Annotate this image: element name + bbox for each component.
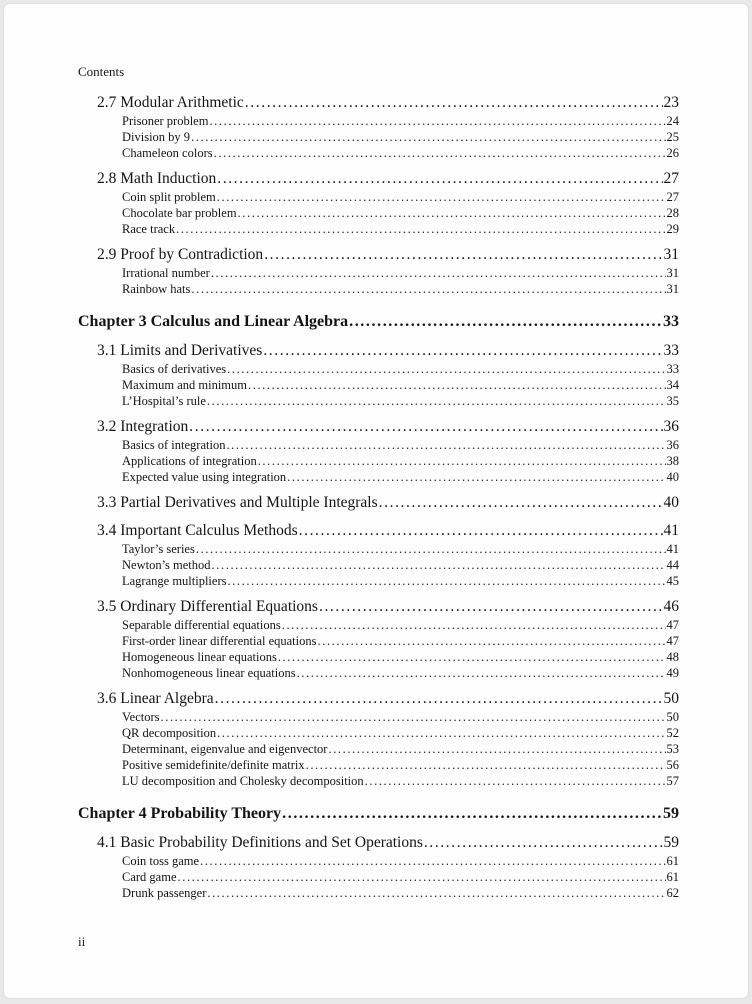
toc-entry-label: 3.5 Ordinary Differential Equations (97, 598, 318, 615)
toc-row (78, 169, 679, 189)
toc-entry-page: 46 (663, 598, 679, 615)
toc-row (78, 245, 679, 265)
toc-entry-label: Lagrange multipliers (122, 574, 227, 588)
toc-entry-label: Coin toss game (122, 854, 200, 868)
toc-row (78, 741, 679, 757)
toc-row (78, 493, 679, 513)
toc-row (78, 311, 679, 333)
toc-entry-page: 50 (663, 690, 679, 707)
toc-row (78, 521, 679, 541)
toc-entry-label: Basics of derivatives (122, 362, 227, 376)
toc-row (78, 617, 679, 633)
toc-dot-leader (200, 853, 665, 869)
toc-entry-label: Rainbow hats (122, 282, 191, 296)
toc-row (78, 773, 679, 789)
toc-dot-leader (227, 361, 665, 377)
toc-entry-page: 29 (666, 222, 679, 236)
toc-dot-leader (245, 93, 663, 113)
toc-entry-label: Separable differential equations (122, 618, 281, 632)
toc-entry-label: Homogeneous linear equations (122, 650, 277, 664)
document-page (4, 4, 748, 998)
toc-dot-leader (264, 245, 662, 265)
toc-row (78, 341, 679, 361)
toc-entry-label: Determinant, eigenvalue and eigenvector (122, 742, 328, 756)
toc-entry-label: Chameleon colors (122, 146, 213, 160)
toc-entry-page: 33 (663, 313, 679, 330)
toc-entry-label: Coin split problem (122, 190, 216, 204)
toc-entry-label: Irrational number (122, 266, 210, 280)
toc-entry-page: 61 (666, 870, 679, 884)
toc-dot-leader (212, 557, 666, 573)
toc-dot-leader (328, 741, 665, 757)
toc-dot-leader (217, 169, 662, 189)
toc-entry-page: 34 (666, 378, 679, 392)
toc-dot-leader (178, 869, 666, 885)
toc-dot-leader (258, 453, 666, 469)
toc-entry-label: Taylor’s series (122, 542, 195, 556)
toc-entry-label: 3.6 Linear Algebra (97, 690, 214, 707)
toc-entry-page: 49 (666, 666, 679, 680)
toc-entry-label: First-order linear differential equations (122, 634, 317, 648)
toc-dot-leader (189, 417, 662, 437)
toc-entry-page: 47 (666, 634, 679, 648)
toc-entry-label: Newton’s method (122, 558, 211, 572)
toc-entry-label: Card game (122, 870, 177, 884)
toc-dot-leader (226, 437, 665, 453)
toc-entry-label: Drunk passenger (122, 886, 207, 900)
toc-dot-leader (191, 281, 665, 297)
toc-row (78, 469, 679, 485)
toc-entry-label: Nonhomogeneous linear equations (122, 666, 296, 680)
toc-dot-leader (297, 665, 666, 681)
toc-entry-label: Chapter 3 Calculus and Linear Algebra (78, 313, 349, 330)
toc-entry-page: 59 (663, 805, 679, 822)
toc-entry-page: 44 (666, 558, 679, 572)
toc-dot-leader (282, 803, 662, 825)
toc-dot-leader (215, 689, 663, 709)
toc-entry-label: Maximum and minimum (122, 378, 247, 392)
toc-row (78, 129, 679, 145)
toc-row (78, 709, 679, 725)
toc-entry-label: Basics of integration (122, 438, 226, 452)
toc-row (78, 665, 679, 681)
toc-entry-page: 26 (666, 146, 679, 160)
toc-row (78, 113, 679, 129)
toc-entry-page: 41 (663, 522, 679, 539)
toc-entry-label: Race track (122, 222, 176, 236)
toc-entry-label: 3.4 Important Calculus Methods (97, 522, 298, 539)
toc-entry-page: 31 (663, 246, 679, 263)
toc-entry-label: Vectors (122, 710, 160, 724)
toc-entry-label: Chapter 4 Probability Theory (78, 805, 282, 822)
toc-row (78, 573, 679, 589)
toc-entry-page: 56 (666, 758, 679, 772)
toc-entry-label: Chocolate bar problem (122, 206, 237, 220)
toc-row (78, 833, 679, 853)
toc-entry-page: 52 (666, 726, 679, 740)
toc-dot-leader (379, 493, 663, 513)
toc-dot-leader (214, 145, 666, 161)
toc-dot-leader (217, 189, 666, 205)
toc-row (78, 725, 679, 741)
toc-entry-label: 2.9 Proof by Contradiction (97, 246, 264, 263)
toc-entry-page: 62 (666, 886, 679, 900)
toc-entry-page: 27 (666, 190, 679, 204)
toc-dot-leader (176, 221, 665, 237)
toc-row (78, 393, 679, 409)
toc-dot-leader (263, 341, 662, 361)
toc-entry-label: 4.1 Basic Probability Definitions and Set Operations (97, 834, 423, 851)
toc-entry-label: 3.2 Integration (97, 418, 189, 435)
toc-row (78, 869, 679, 885)
toc-dot-leader (278, 649, 666, 665)
toc-entry-page: 28 (666, 206, 679, 220)
toc-entry-page: 24 (666, 114, 679, 128)
toc-dot-leader (211, 265, 666, 281)
toc-list (78, 93, 679, 901)
toc-entry-page: 45 (666, 574, 679, 588)
page-content (4, 4, 748, 901)
toc-row (78, 361, 679, 377)
toc-entry-page: 40 (663, 494, 679, 511)
toc-dot-leader (207, 885, 665, 901)
toc-dot-leader (238, 205, 666, 221)
toc-row (78, 437, 679, 453)
toc-entry-label: LU decomposition and Cholesky decomposition (122, 774, 364, 788)
toc-entry-label: QR decomposition (122, 726, 217, 740)
toc-row (78, 803, 679, 825)
toc-dot-leader (209, 113, 665, 129)
toc-dot-leader (318, 633, 666, 649)
page-number-footer: ii (78, 934, 86, 949)
toc-entry-page: 47 (666, 618, 679, 632)
toc-dot-leader (227, 573, 665, 589)
toc-dot-leader (207, 393, 666, 409)
toc-entry-page: 27 (663, 170, 679, 187)
toc-entry-label: 3.1 Limits and Derivatives (97, 342, 263, 359)
toc-row (78, 189, 679, 205)
toc-entry-page: 50 (666, 710, 679, 724)
toc-row (78, 93, 679, 113)
toc-entry-page: 36 (663, 418, 679, 435)
toc-entry-label: Expected value using integration (122, 470, 287, 484)
toc-row (78, 221, 679, 237)
toc-entry-page: 40 (666, 470, 679, 484)
toc-dot-leader (196, 541, 666, 557)
toc-entry-page: 59 (663, 834, 679, 851)
toc-dot-leader (248, 377, 666, 393)
toc-row (78, 649, 679, 665)
toc-dot-leader (319, 597, 663, 617)
toc-row (78, 377, 679, 393)
toc-dot-leader (282, 617, 666, 633)
toc-entry-page: 35 (666, 394, 679, 408)
toc-entry-page: 36 (666, 438, 679, 452)
toc-dot-leader (217, 725, 665, 741)
toc-row (78, 633, 679, 649)
toc-row (78, 453, 679, 469)
toc-dot-leader (161, 709, 666, 725)
toc-row (78, 265, 679, 281)
toc-entry-page: 53 (666, 742, 679, 756)
toc-row (78, 205, 679, 221)
toc-entry-page: 31 (666, 266, 679, 280)
toc-entry-page: 48 (666, 650, 679, 664)
toc-entry-page: 33 (666, 362, 679, 376)
toc-row (78, 853, 679, 869)
toc-dot-leader (424, 833, 663, 853)
toc-row (78, 885, 679, 901)
toc-dot-leader (287, 469, 665, 485)
toc-entry-label: Division by 9 (122, 130, 191, 144)
toc-entry-label: Positive semidefinite/definite matrix (122, 758, 305, 772)
toc-dot-leader (191, 129, 665, 145)
running-header: Contents (78, 64, 125, 79)
toc-entry-label: 3.3 Partial Derivatives and Multiple Integrals (97, 494, 378, 511)
toc-entry-label: 2.8 Math Induction (97, 170, 217, 187)
toc-row (78, 557, 679, 573)
toc-row (78, 145, 679, 161)
toc-dot-leader (349, 311, 662, 333)
toc-row (78, 597, 679, 617)
toc-row (78, 541, 679, 557)
toc-entry-label: Applications of integration (122, 454, 257, 468)
toc-row (78, 281, 679, 297)
toc-entry-label: Prisoner problem (122, 114, 209, 128)
toc-row (78, 417, 679, 437)
toc-dot-leader (365, 773, 666, 789)
toc-entry-label: L’Hospital’s rule (122, 394, 206, 408)
toc-entry-page: 38 (666, 454, 679, 468)
toc-entry-page: 33 (663, 342, 679, 359)
toc-entry-label: 2.7 Modular Arithmetic (97, 94, 244, 111)
toc-row (78, 757, 679, 773)
toc-dot-leader (299, 521, 663, 541)
toc-entry-page: 57 (666, 774, 679, 788)
toc-entry-page: 23 (663, 94, 679, 111)
toc-row (78, 689, 679, 709)
toc-entry-page: 61 (666, 854, 679, 868)
toc-entry-page: 31 (666, 282, 679, 296)
toc-entry-page: 41 (666, 542, 679, 556)
toc-entry-page: 25 (666, 130, 679, 144)
toc-dot-leader (306, 757, 666, 773)
